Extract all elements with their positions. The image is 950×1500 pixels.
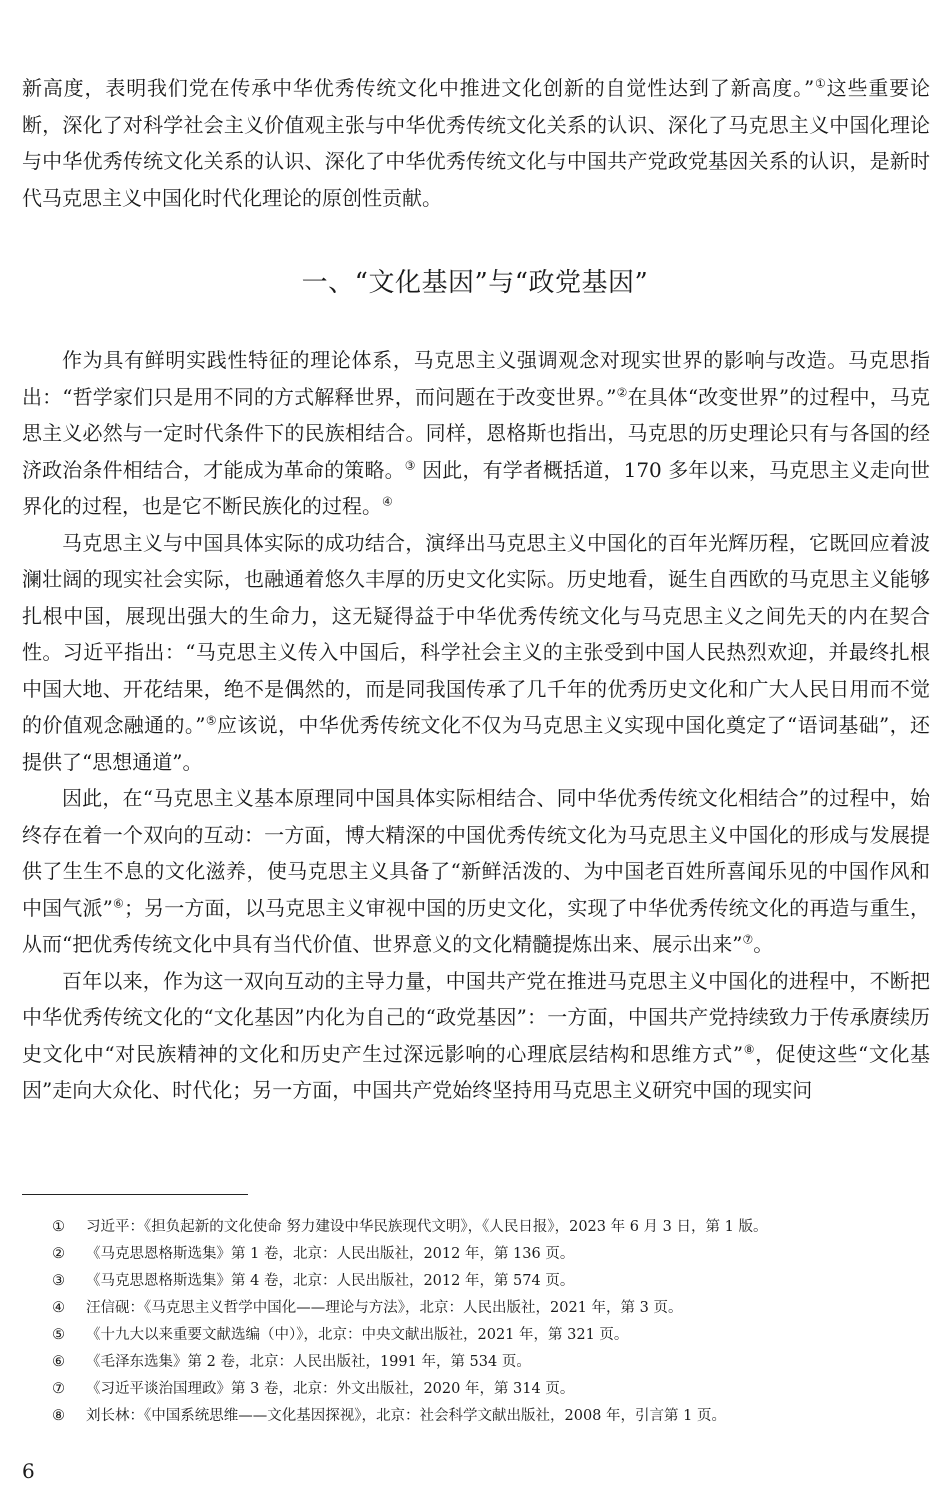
footnote-mark: ⑧ — [52, 1408, 65, 1424]
footnotes — [52, 1214, 912, 1430]
footnote-ref[interactable]: ③ — [404, 457, 416, 472]
body-paragraph: 马克思主义与中国具体实际的成功结合，演绎出马克思主义中国化的百年光辉历程，它既回应着波澜壮阔的现实社会实际，也融通着悠久丰厚的历史文化实际。历史地看，诞生自西欧的马克思主义能够扎根中国，展现出强大的生命力，这无疑得益于中华优秀传统文化与马克思主义之间先天的内在契合性。习近平指出：“马克思主义传入中国后，科学社会主义的主张受到中国人民热烈欢迎，并最终扎根中国大地、开花结果，绝不是偶然的，而是同我国传承了几千年的优秀历史文化和广大人民日用而不觉的价值观念融通的。”⑤应该说，中华优秀传统文化不仅为马克思主义实现中国化奠定了“语词基础”，还提供了“思想通道”。 — [22, 530, 930, 774]
footnote-item — [52, 1295, 912, 1322]
footnote-item — [52, 1322, 912, 1349]
footnote-ref[interactable]: ⑥ — [112, 895, 124, 910]
footnote-item — [52, 1268, 912, 1295]
footnote-text: 汪信砚：《马克思主义哲学中国化——理论与方法》，北京：人民出版社，2021 年，第 3 页。 — [86, 1300, 683, 1316]
footnote-text: 《马克思恩格斯选集》第 1 卷，北京：人民出版社，2012 年，第 136 页。 — [86, 1246, 575, 1262]
footnote-text: 《十九大以来重要文献选编（中）》，北京：中央文献出版社，2021 年，第 321 页。 — [86, 1327, 629, 1343]
intro-paragraph: 新高度，表明我们党在传承中华优秀传统文化中推进文化创新的自觉性达到了新高度。”①这些重要论断，深化了对科学社会主义价值观主张与中华优秀传统文化关系的认识、深化了马克思主义中国化理论与中华优秀传统文化关系的认识、深化了中华优秀传统文化与中国共产党政党基因关系的认识，是新时代马克思主义中国化时代化理论的原创性贡献。 — [22, 76, 931, 210]
footnote-ref[interactable]: ⑤ — [205, 713, 217, 728]
footnote-divider — [22, 1194, 248, 1195]
page-number: 6 — [22, 1459, 35, 1483]
body-paragraph: 因此，在“马克思主义基本原理同中国具体实际相结合、同中华优秀传统文化相结合”的过程中，始终存在着一个双向的互动：一方面，博大精深的中国优秀传统文化为马克思主义中国化的形成与发展提供了生生不息的文化滋养，使马克思主义具备了“新鲜活泼的、为中国老百姓所喜闻乐见的中国作风和中国气派”⑥；另一方面，以马克思主义审视中国的历史文化，实现了中华优秀传统文化的再造与重生，从而“把优秀传统文化中具有当代价值、世界意义的文化精髓提炼出来、展示出来”⑦。 — [22, 786, 931, 956]
footnote-ref[interactable]: ① — [814, 76, 827, 91]
footnote-mark: ③ — [52, 1273, 65, 1289]
footnote-ref[interactable]: ④ — [382, 494, 393, 509]
footnote-text: 习近平：《担负起新的文化使命 努力建设中华民族现代文明》，《人民日报》，2023 年 6 月 3 日，第 1 版。 — [86, 1219, 768, 1235]
footnote-mark: ⑥ — [52, 1354, 65, 1370]
footnote-item — [52, 1376, 912, 1403]
footnote-ref[interactable]: ⑦ — [742, 932, 754, 947]
footnote-item — [52, 1403, 912, 1430]
footnote-ref[interactable]: ② — [616, 384, 628, 399]
footnote-text: 《毛泽东选集》第 2 卷，北京：人民出版社，1991 年，第 534 页。 — [86, 1354, 531, 1370]
footnote-mark: ④ — [52, 1300, 65, 1316]
footnote-item — [52, 1241, 912, 1268]
footnote-mark: ② — [52, 1246, 65, 1262]
section-heading: 一、“文化基因”与“政党基因” — [301, 268, 649, 298]
intro-block — [22, 70, 930, 216]
footnote-item — [52, 1214, 912, 1241]
footnote-text: 《马克思恩格斯选集》第 4 卷，北京：人民出版社，2012 年，第 574 页。 — [86, 1273, 575, 1289]
section-body — [22, 342, 930, 1109]
footnote-mark: ⑦ — [52, 1381, 65, 1397]
footnote-ref[interactable]: ⑧ — [743, 1041, 756, 1056]
body-paragraph: 作为具有鲜明实践性特征的理论体系，马克思主义强调观念对现实世界的影响与改造。马克思指出：“哲学家们只是用不同的方式解释世界，而问题在于改变世界。”②在具体“改变世界”的过程中，马克思主义必然与一定时代条件下的民族相结合。同样，恩格斯也指出，马克思的历史理论只有与各国的经济政治条件相结合，才能成为革命的策略。③ 因此，有学者概括道，170 多年以来，马克思主义走向世界化的过程，也是它不断民族化的过程。④ — [22, 348, 931, 518]
footnote-text: 刘长林：《中国系统思维——文化基因探视》，北京：社会科学文献出版社，2008 年，引言第 1 页。 — [86, 1408, 726, 1424]
footnote-text: 《习近平谈治国理政》第 3 卷，北京：外文出版社，2020 年，第 314 页。 — [86, 1381, 575, 1397]
footnote-mark: ① — [52, 1219, 65, 1235]
body-paragraph: 百年以来，作为这一双向互动的主导力量，中国共产党在推进马克思主义中国化的进程中，不断把中华优秀传统文化的“文化基因”内化为自己的“政党基因”：一方面，中国共产党持续致力于传承赓续历史文化中“对民族精神的文化和历史产生过深远影响的心理底层结构和思维方式”⑧，促使这些“文化基因”走向大众化、时代化；另一方面，中国共产党始终坚持用马克思主义研究中国的现实问 — [22, 968, 931, 1102]
footnote-item — [52, 1349, 912, 1376]
footnote-mark: ⑤ — [52, 1327, 65, 1343]
